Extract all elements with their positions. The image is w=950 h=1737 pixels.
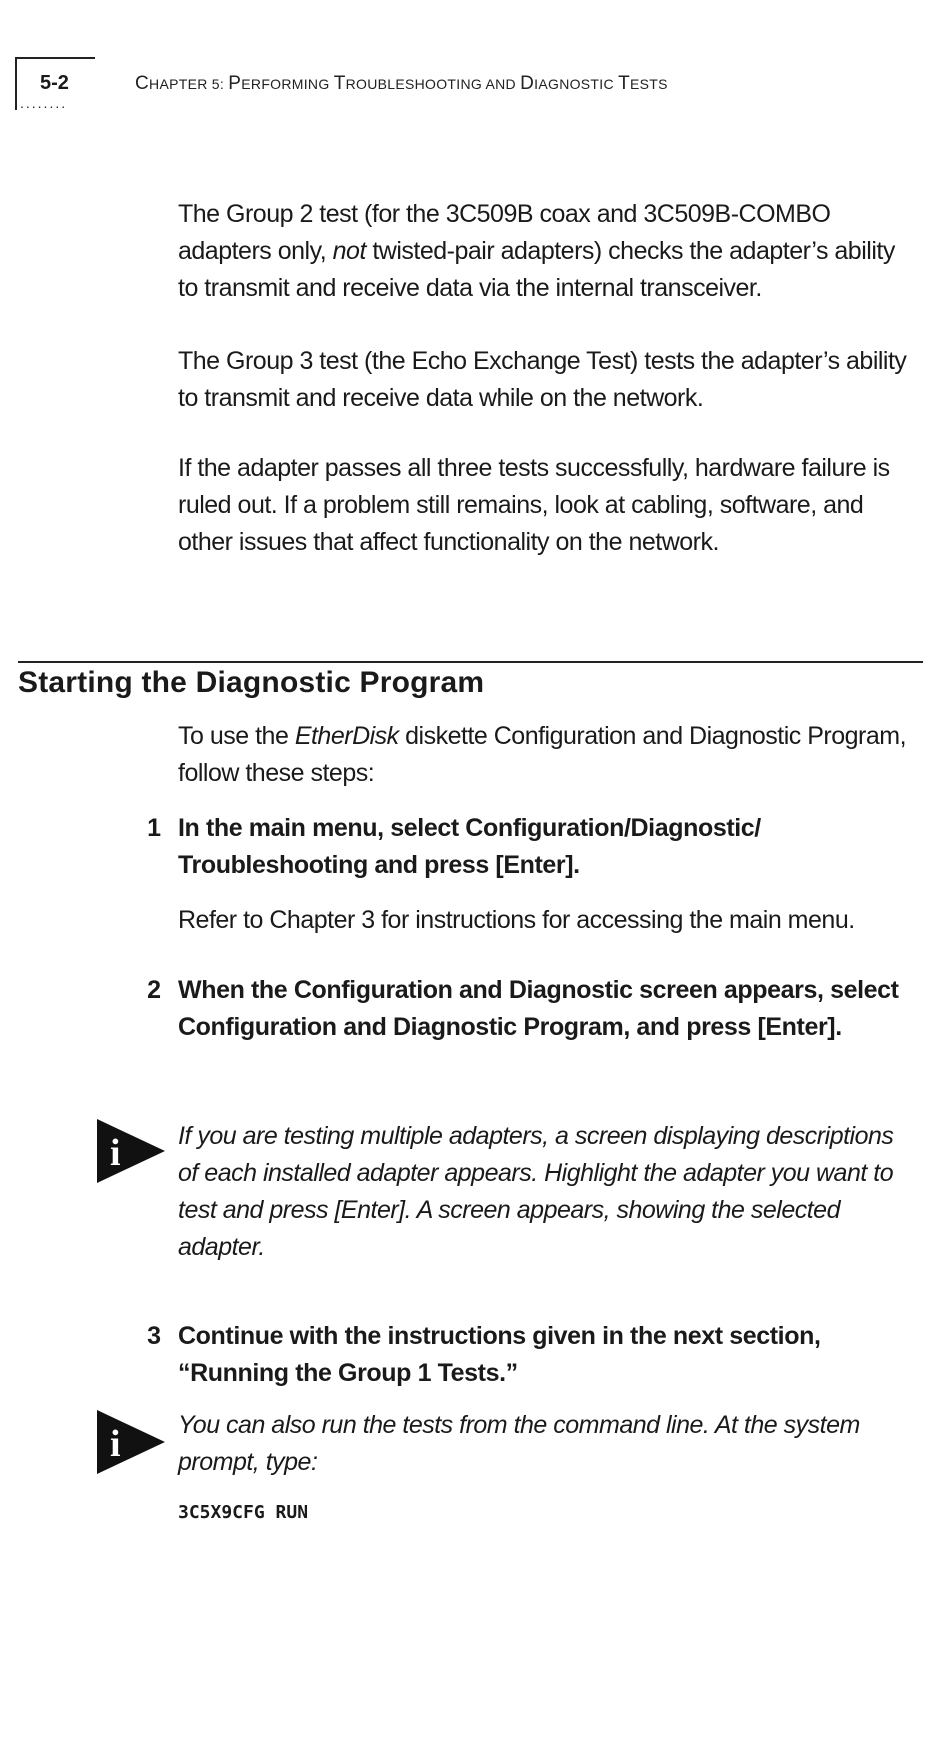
section-rule (18, 661, 923, 663)
section-heading: Starting the Diagnostic Program (18, 666, 485, 699)
note-multiple-adapters: If you are testing multiple adapters, a screen displaying descriptions of each installed adapter appears. Highlight the adapter you want to test and press [Enter]. A screen appears, showing the selected adapter. (178, 1122, 894, 1261)
note-command-line: You can also run the tests from the command line. At the system prompt, type: (178, 1411, 860, 1476)
intro-text: diskette Configuration and Diagnostic Program, follow these steps: (178, 722, 907, 787)
running-head-smallcaps: ROUBLESHOOTING AND (345, 76, 521, 92)
running-head-cap: T (333, 73, 346, 94)
svg-text:i: i (110, 1132, 121, 1174)
running-head-cap: C (135, 73, 150, 94)
running-head-smallcaps: IAGNOSTIC (534, 76, 619, 92)
paragraph-group2 (178, 196, 908, 307)
step-text: Continue with the instructions given in the next section, “Running the Group 1 Tests.” (178, 1322, 821, 1387)
step-number: 3 (147, 1322, 161, 1350)
paragraph-emphasis: not (332, 237, 366, 265)
step-1-detail: Refer to Chapter 3 for instructions for accessing the main menu. (178, 906, 855, 934)
header-rule (15, 57, 95, 59)
header-dots: ........ (20, 95, 68, 111)
paragraph-text: The Group 2 test (for the 3C509B coax and 3C509B-COMBO adapters only, (178, 200, 831, 265)
running-head-smallcaps: ERFORMING (241, 76, 334, 92)
command-text: 3C5X9CFG RUN (178, 1502, 309, 1523)
running-head-smallcaps: ESTS (629, 76, 668, 92)
step-text: When the Configuration and Diagnostic screen appears, select Configuration and Diagnostic Program, and press [Enter]. (178, 976, 899, 1041)
section-intro (178, 718, 908, 792)
step-number: 2 (147, 976, 161, 1004)
info-icon (97, 1410, 165, 1474)
running-head-cap: T (618, 73, 630, 94)
paragraph-text: twisted-pair adapters) checks the adapter’s ability to transmit and receive data via the internal transceiver. (178, 237, 895, 302)
intro-text: To use the (178, 722, 295, 750)
step-text: In the main menu, select Configuration/Diagnostic/ Troubleshooting and press [Enter]. (178, 814, 761, 879)
running-head-smallcaps: HAPTER 5: (149, 76, 229, 92)
paragraph-all-pass: If the adapter passes all three tests successfully, hardware failure is ruled out. If a problem still remains, look at cabling, software, and other issues that affect functionality on the network. (178, 454, 890, 556)
running-head (135, 73, 668, 95)
paragraph-group3: The Group 3 test (the Echo Exchange Test) tests the adapter’s ability to transmit and receive data while on the network. (178, 347, 907, 412)
page-number: 5-2 (40, 72, 69, 94)
svg-text:i: i (110, 1423, 121, 1465)
running-head-cap: P (228, 73, 242, 94)
intro-emphasis: EtherDisk (294, 722, 399, 750)
step-number: 1 (147, 814, 161, 842)
info-icon (97, 1119, 165, 1183)
running-head-cap: D (520, 73, 535, 94)
header-rule-vertical (15, 58, 17, 110)
